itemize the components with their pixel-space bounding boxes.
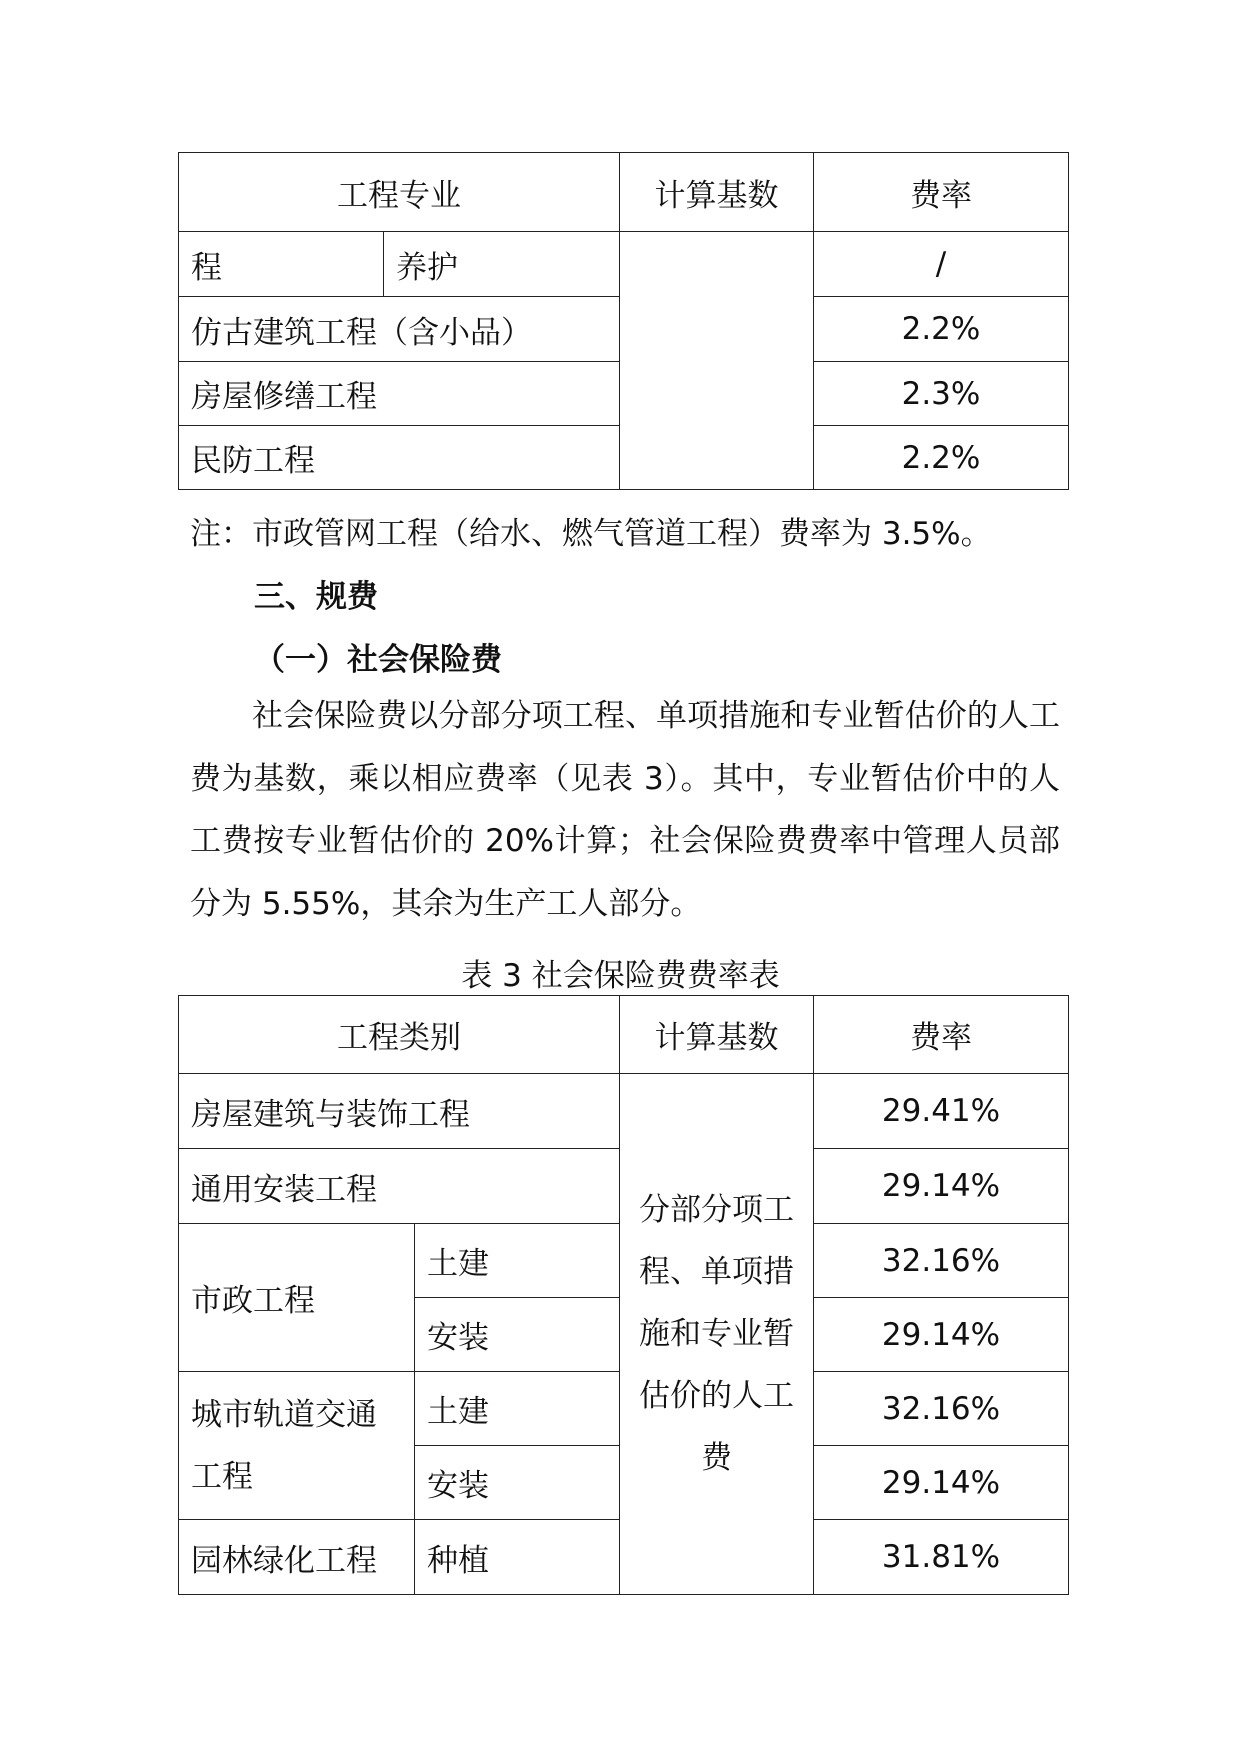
- rate-cell: 29.14%: [814, 1446, 1069, 1520]
- rate-table-continued: [178, 152, 1069, 490]
- subcategory-cell: 土建: [415, 1372, 620, 1446]
- category-cell: 房屋建筑与装饰工程: [179, 1074, 620, 1149]
- rate-cell: /: [814, 232, 1069, 297]
- rate-cell: 29.14%: [814, 1298, 1069, 1372]
- rate-cell: 29.14%: [814, 1149, 1069, 1224]
- header-calculation-base: 计算基数: [620, 996, 814, 1074]
- table-cell: 仿古建筑工程（含小品）: [179, 297, 620, 362]
- header-engineering-category: 工程类别: [179, 996, 620, 1074]
- rate-cell: 2.2%: [814, 426, 1069, 490]
- category-cell: 市政工程: [179, 1224, 415, 1372]
- subcategory-cell: 安装: [415, 1298, 620, 1372]
- subcategory-cell: 种植: [415, 1520, 620, 1595]
- header-calculation-base: 计算基数: [620, 153, 814, 232]
- calculation-base-cell: [620, 232, 814, 490]
- calculation-base-cell: 分部分项工程、单项措施和专业暂估价的人工费: [620, 1074, 814, 1595]
- rate-cell: 2.3%: [814, 362, 1069, 426]
- table-cell: 养护: [384, 232, 620, 297]
- subsection-heading: （一）社会保险费: [254, 642, 502, 678]
- rate-cell: 32.16%: [814, 1224, 1069, 1298]
- subcategory-cell: 土建: [415, 1224, 620, 1298]
- rate-cell: 32.16%: [814, 1372, 1069, 1446]
- header-rate: 费率: [814, 996, 1069, 1074]
- header-engineering-specialty: 工程专业: [179, 153, 620, 232]
- rate-cell: 29.41%: [814, 1074, 1069, 1149]
- category-cell: 通用安装工程: [179, 1149, 620, 1224]
- category-cell: 城市轨道交通工程: [179, 1372, 415, 1520]
- table-cell: 房屋修缮工程: [179, 362, 620, 426]
- subcategory-cell: 安装: [415, 1446, 620, 1520]
- table-caption: 表 3 社会保险费费率表: [461, 958, 780, 994]
- social-insurance-rate-table: [178, 995, 1069, 1595]
- body-paragraph: 社会保险费以分部分项工程、单项措施和专业暂估价的人工费为基数，乘以相应费率（见表 3）。其中，专业暂估价中的人工费按专业暂估价的 20%计算；社会保险费费率中管理人员部分为 5.55%，其余为生产工人部分。: [190, 698, 1060, 922]
- table-cell: 程: [179, 232, 384, 297]
- rate-cell: 2.2%: [814, 297, 1069, 362]
- header-rate: 费率: [814, 153, 1069, 232]
- table-cell: 民防工程: [179, 426, 620, 490]
- rate-cell: 31.81%: [814, 1520, 1069, 1595]
- table-note: 注：市政管网工程（给水、燃气管道工程）费率为 3.5%。: [190, 516, 992, 552]
- section-heading: 三、规费: [254, 579, 378, 615]
- category-cell: 园林绿化工程: [179, 1520, 415, 1595]
